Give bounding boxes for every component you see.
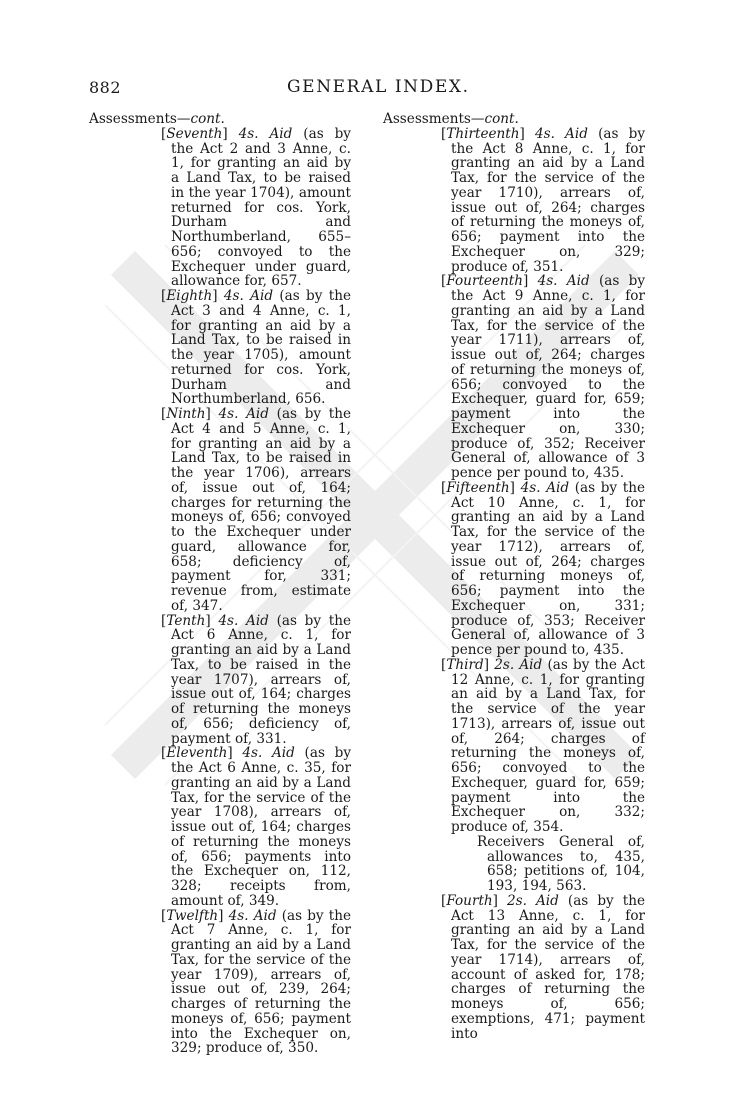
heading-cont: cont. <box>484 111 519 127</box>
index-entry: [Ninth] 4s. Aid (as by the Act 4 and 5 Anne, c. 1, for granting an aid by a Land Tax, to be raised in the year 1706), arrears of, issue out of, 164; charges for returning the moneys of, 656; convoyed to the Exchequer under guard, allowance for, 658; deficiency of, payment for, 331; revenue from, estimate of, 347. <box>161 406 351 614</box>
index-entry: [Third] 2s. Aid (as by the Act 12 Anne, c. 1, for granting an aid by a Land Tax, for the service of the year 1713), arrears of, issue out of, 264; charges of returning the moneys of, 656; convoyed to the Exchequer, guard for, 659; payment into the Exchequer on, 332; produce of, 354. <box>441 656 645 835</box>
entry-text: (as by the Act 7 Anne, c. 1, for granting an aid by a Land Tax, for the service of the year 1709), arrears of, issue out of, 239, 264; charges of returning the moneys of, 656; payment into the Exchequer on, 329; produce of, 350. <box>171 907 351 1057</box>
index-entry: [Eighth] 4s. Aid (as by the Act 3 and 4 Anne, c. 1, for granting an aid by a Land Tax, to be raised in the year 1705), amount returned for cos. York, Durham and Northumberland, 656. <box>161 288 352 408</box>
left-column <box>89 112 351 1056</box>
index-entry: [Seventh] 4s. Aid (as by the Act 2 and 3 Anne, c. 1, for granting an aid by a Land Tax, to be raised in the year 1704), amount returned for cos. York, Durham and Northumberland, 655–656; convoyed to the Exchequer under guard, allowance for, 657. <box>161 125 351 290</box>
entry-text: (as by the Act 2 and 3 Anne, c. 1, for granting an aid by a Land Tax, to be raised in the year 1704), amount returned for cos. York, Durham and Northumberland, 655–656; convoyed to the Exchequer under guard, allowance for, 657. <box>171 125 351 290</box>
entry-amount: 4s. Aid <box>218 612 269 629</box>
entry-text: (as by the Act 6 Anne, c. 35, for granting an aid by a Land Tax, for the service of the year 1708), arrears of, issue out of, 164; charges of returning the moneys of, 656; payments into the Exchequer on, 112, 328; receipts from, amount of, 349. <box>171 745 351 909</box>
entry-amount: 4s. Aid <box>520 479 570 496</box>
entry-text: (as by the Act 6 Anne, c. 1, for granting an aid by a Land Tax, to be raised in the year 1707), arrears of, issue out of, 164; charges of returning the moneys of, 656; deficiency of, payment of, 331. <box>171 612 352 747</box>
entry-ordinal: Ninth <box>166 406 206 422</box>
entry-text: (as by the Act 3 and 4 Anne, c. 1, for granting an aid by a Land Tax, to be raised in the year 1705), amount returned for cos. York, Durham and Northumberland, 656. <box>171 288 352 408</box>
page-header <box>0 74 731 102</box>
entry-text: (as by the Act 9 Anne, c. 1, for granting an aid by a Land Tax, for the service of the year 1711), arrears of, issue out of, 264; charges of returning the moneys of, 656; convoyed to the Exchequer, guard for, 659; payment into the Exchequer on, 330; produce of, 352; Receiver General of, allowance of 3 pence per pound to, 435. <box>451 273 646 481</box>
entry-ordinal: Tenth <box>166 612 206 629</box>
index-entry: [Eleventh] 4s. Aid (as by the Act 6 Anne, c. 35, for granting an aid by a Land Tax, for the service of the year 1708), arrears of, issue out of, 164; charges of returning the moneys of, 656; payments into the Exchequer on, 112, 328; receipts from, amount of, 349. <box>161 745 351 909</box>
index-entry: [Fourteenth] 4s. Aid (as by the Act 9 Anne, c. 1, for granting an aid by a Land Tax, for the service of the year 1711), arrears of, issue out of, 264; charges of returning the moneys of, 656; convoyed to the Exchequer, guard for, 659; payment into the Exchequer on, 330; produce of, 352; Receiver General of, allowance of 3 pence per pound to, 435. <box>441 273 646 481</box>
entry-ordinal: Fourth <box>446 892 493 909</box>
heading-main: Assessments— <box>383 111 485 127</box>
page-number: 882 <box>89 78 122 97</box>
entry-ordinal: Eleventh <box>166 745 228 762</box>
heading-cont: cont. <box>190 111 225 127</box>
entry-ordinal: Fourteenth <box>446 273 523 290</box>
index-entry: [Tenth] 4s. Aid (as by the Act 6 Anne, c. 1, for granting an aid by a Land Tax, to be raised in the year 1707), arrears of, issue out of, 164; charges of returning the moneys of, 656; deficiency of, payment of, 331. <box>161 612 352 747</box>
index-entry: [Fifteenth] 4s. Aid (as by the Act 10 Anne, c. 1, for granting an aid by a Land Tax, for the service of the year 1712), arrears of, issue out of, 264; charges of returning moneys of, 656; payment into the Exchequer on, 331; produce of, 353; Receiver General of, allowance of 3 pence per pound to, 435. <box>441 479 646 658</box>
entry-amount: 4s. Aid <box>218 406 269 422</box>
entry-ordinal: Thirteenth <box>446 125 520 142</box>
column-heading <box>383 112 645 127</box>
entry-text: (as by the Act 13 Anne, c. 1, for granting an aid by a Land Tax, for the service of the year 1714), arrears of, account of asked for, 178; charges of returning the moneys of, 656; exemptions, 471; payment into <box>451 892 645 1042</box>
entry-text: (as by the Act 4 and 5 Anne, c. 1, for granting an aid by a Land Tax, to be raised in the year 1706), arrears of, issue out of, 164; charges for returning the moneys of, 656; convoyed to the Exchequer under guard, allowance for, 658; deficiency of, payment for, 331; revenue from, estimate of, 347. <box>171 406 351 614</box>
index-entry: [Fourth] 2s. Aid (as by the Act 13 Anne, c. 1, for granting an aid by a Land Tax, for the service of the year 1714), arrears of, account of asked for, 178; charges of returning the moneys of, 656; exemptions, 471; payment into <box>441 892 645 1042</box>
entry-ordinal: Third <box>446 656 484 673</box>
heading-main: Assessments— <box>89 111 191 127</box>
entry-amount: 4s. Aid <box>238 125 293 142</box>
index-entry: [Twelfth] 4s. Aid (as by the Act 7 Anne, c. 1, for granting an aid by a Land Tax, for the service of the year 1709), arrears of, issue out of, 239, 264; charges of returning the moneys of, 656; payment into the Exchequer on, 329; produce of, 350. <box>161 907 351 1057</box>
right-column <box>383 112 645 1041</box>
entry-amount: 4s. Aid <box>242 745 295 762</box>
entry-amount: 2s. Aid <box>494 656 543 673</box>
entry-amount: 4s. Aid <box>534 125 588 142</box>
entry-ordinal: Eighth <box>166 288 213 304</box>
entry-amount: 4s. Aid <box>223 288 274 304</box>
entry-text: (as by the Act 8 Anne, c. 1, for granting an aid by a Land Tax, for the service of the year 1710), arrears of, issue out of, 264; charges of returning the moneys of, 656; payment into the Exchequer on, 329; produce of, 351. <box>451 125 645 275</box>
entry-text: (as by the Act 12 Anne, c. 1, for granting an aid by a Land Tax, for the service of the year 1713), arrears of, issue out of, 264; charges of returning the moneys of, 656; convoyed to the Exchequer, guard for, 659; payment into the Exchequer on, 332; produce of, 354. <box>451 656 645 835</box>
entry-amount: 2s. Aid <box>507 892 559 909</box>
column-heading <box>89 112 351 127</box>
entry-amount: 4s. Aid <box>537 273 590 290</box>
entry-ordinal: Fifteenth <box>446 479 510 496</box>
index-entry: [Thirteenth] 4s. Aid (as by the Act 8 Anne, c. 1, for granting an aid by a Land Tax, for the service of the year 1710), arrears of, issue out of, 264; charges of returning the moneys of, 656; payment into the Exchequer on, 329; produce of, 351. <box>441 125 645 275</box>
entry-ordinal: Twelfth <box>166 907 219 924</box>
entry-amount: 4s. Aid <box>228 907 277 924</box>
entry-ordinal: Seventh <box>166 125 223 142</box>
running-title: GENERAL INDEX. <box>287 77 470 97</box>
index-subentry: Receivers General of, allowances to, 435, 658; petitions of, 104, 193, 194, 563. <box>477 833 645 894</box>
entry-text: (as by the Act 10 Anne, c. 1, for granting an aid by a Land Tax, for the service of the year 1712), arrears of, issue out of, 264; charges of returning moneys of, 656; payment into the Exchequer on, 331; produce of, 353; Receiver General of, allowance of 3 pence per pound to, 435. <box>451 479 646 658</box>
